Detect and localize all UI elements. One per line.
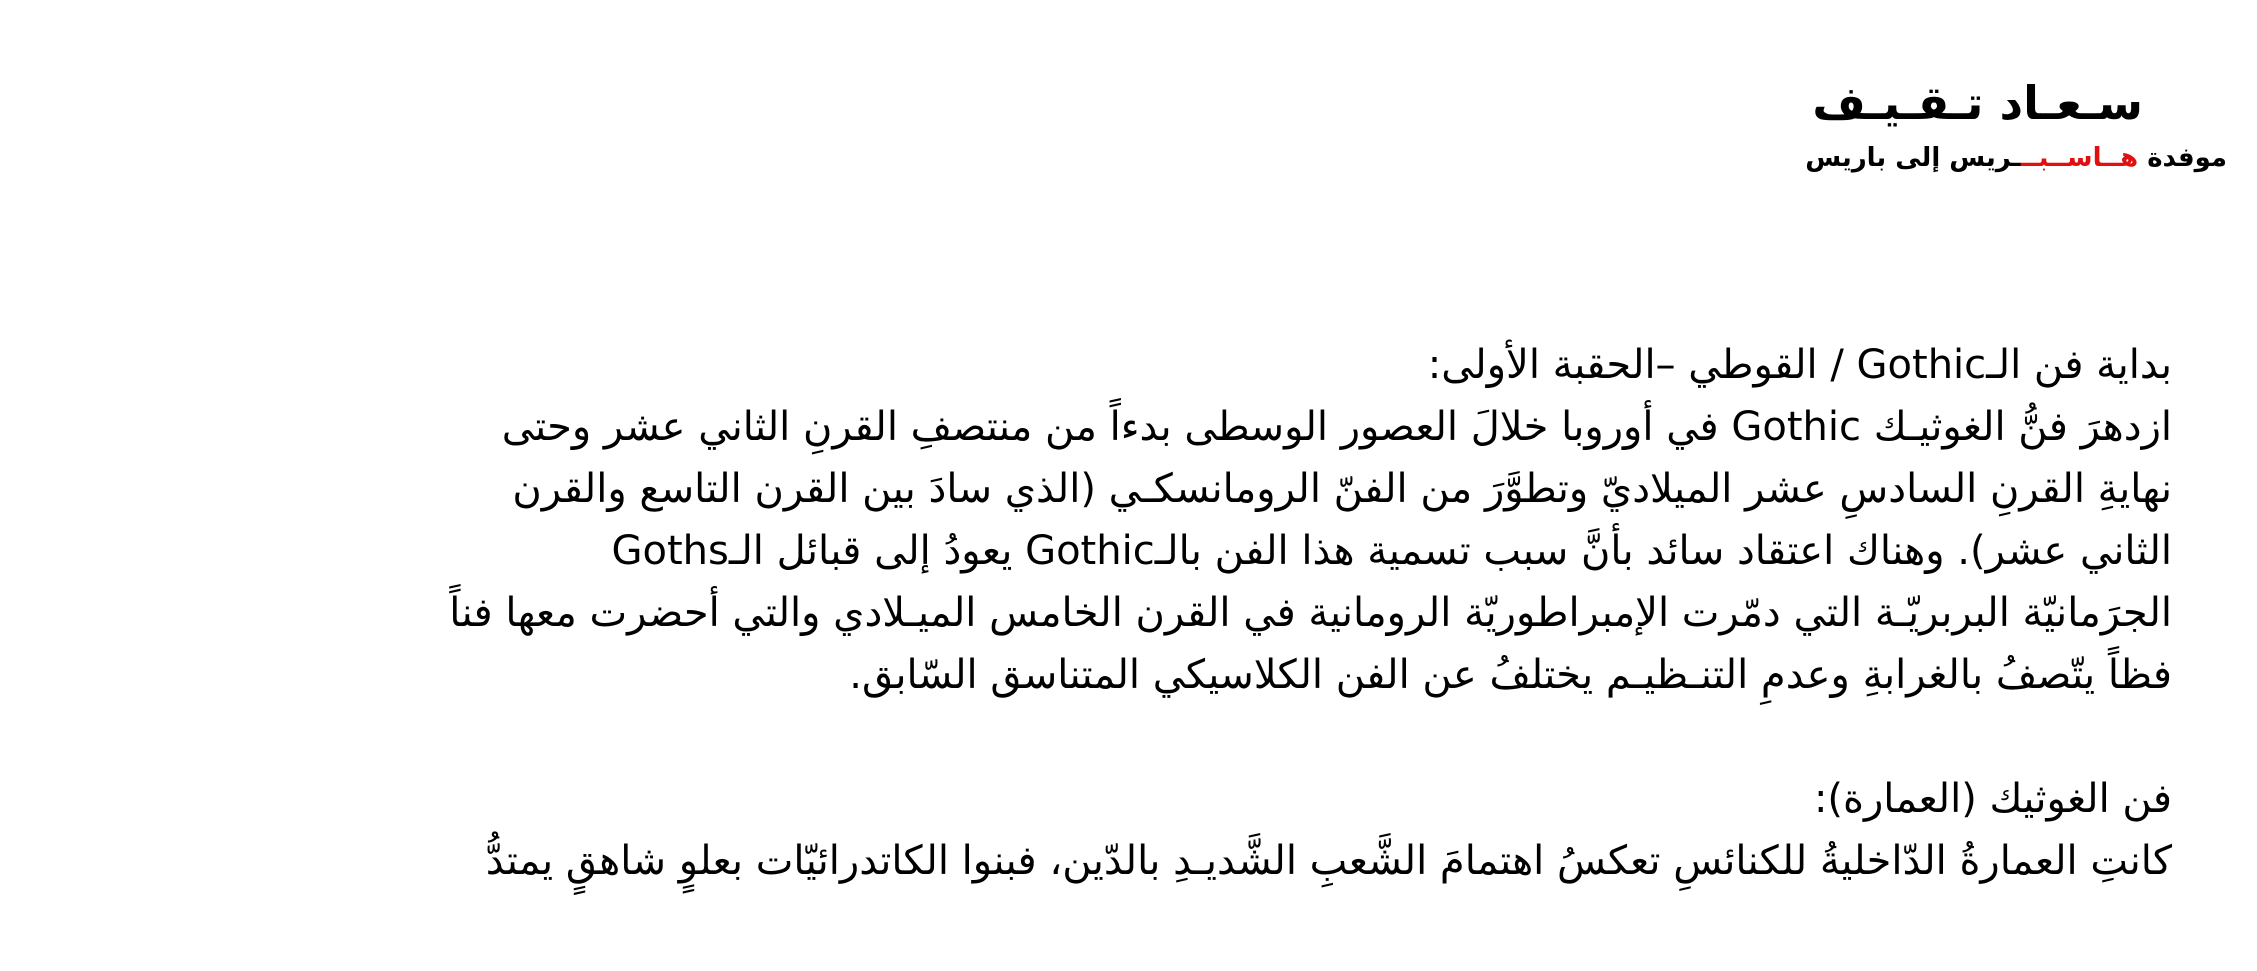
document-body — [22, 334, 2172, 892]
section-heading-gothic-beginning: بداية فن الـGothic / القوطي –الحقبة الأولى: — [1427, 342, 2172, 388]
section-heading-gothic-architecture: فن الغوثيك (العمارة): — [1813, 776, 2172, 822]
paragraph-line: كانتِ العمارةُ الدّاخليةُ للكنائسِ تعكسُ اهتمامَ الشَّعبِ الشَّديـدِ بالدّين، فبنوا الكاتدرائيّات بعلوٍ شاهقٍ يمتدُّ — [485, 838, 2172, 884]
paragraph-line: الثاني عشر). وهناك اعتقاد سائد بأنَّ سبب تسمية هذا الفن بالـGothic يعودُ إلى قبائل الـGoths — [611, 528, 2172, 574]
document-header — [1727, 72, 2227, 176]
paragraph-spacer — [22, 706, 2172, 768]
paragraph-line: ازدهرَ فنُّ الغوثيـك Gothic في أوروبا خلالَ العصور الوسطى بدءاً من منتصفِ القرنِ الثاني عشر وحتى — [501, 404, 2172, 450]
author-name: سـعـاد تـقـيـف — [1812, 76, 2143, 130]
paragraph-line: فظاً يتّصفُ بالغرابةِ وعدمِ التنـظيـم يختلفُ عن الفن الكلاسيكي المتناسق السّابق. — [849, 652, 2172, 698]
paragraph-line: نهايةِ القرنِ السادسِ عشر الميلاديّ وتطوَّرَ من الفنّ الرومانسكـي (الذي سادَ بين القرن التاسع والقرن — [512, 466, 2172, 512]
subtitle-prefix: موفدة — [2138, 143, 2227, 173]
subtitle-accent: هــاســبــ — [2020, 143, 2139, 173]
author-subtitle — [1727, 140, 2227, 176]
subtitle-suffix: ـريس إلى باريس — [1805, 143, 2021, 173]
paragraph-line: الجرَمانيّة البربريّـة التي دمّرت الإمبراطوريّة الرومانية في القرن الخامس الميـلادي والتي أحضرت معها فناً — [449, 590, 2172, 636]
